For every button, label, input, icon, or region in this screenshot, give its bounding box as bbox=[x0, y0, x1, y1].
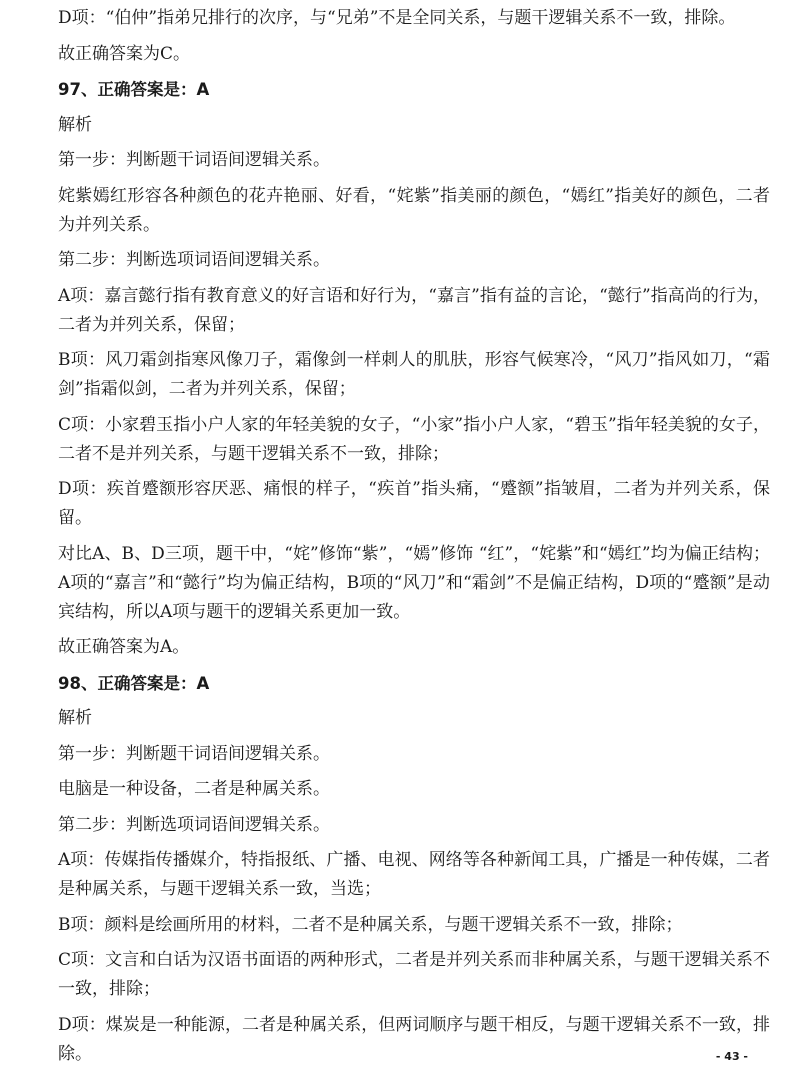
answer-q97: 故正确答案为A。 bbox=[58, 637, 190, 657]
question-98-heading: 98、正确答案是：A bbox=[58, 673, 210, 693]
stem-explanation-q97: 姹紫嫣红形容各种颜色的花卉艳丽、好看，“姹紫”指美丽的颜色，“嫣红”指美好的颜色，二者为并列关系。 bbox=[58, 185, 770, 235]
paragraph-answer-q96: 故正确答案为C。 bbox=[58, 43, 191, 64]
option-c-q98: C项：文言和白话为汉语书面语的两种形式，二者是并列关系而非种属关系，与题干逻辑关系不一致，排除； bbox=[58, 950, 770, 999]
option-b-q97: B项：风刀霜剑指寒风像刀子，霜像剑一样刺人的肌肤，形容气候寒冷，“风刀”指风如刀，“霜剑”指霜似剑，二者为并列关系，保留； bbox=[58, 350, 770, 399]
question-97-heading: 97、正确答案是：A bbox=[58, 80, 210, 99]
stem-explanation-q98: 电脑是一种设备，二者是种属关系。 bbox=[58, 779, 330, 799]
comparison-q97: 对比A、B、D三项，题干中，“姹”修饰“紫”，“嫣”修饰 “红”，“姹紫”和“嫣红”均为偏正结构；A项的“嘉言”和“懿行”均为偏正结构，B项的“风刀”和“霜剑”不是偏正结构，D项的“蹙额”是动宾结构，所以A项与题干的逻辑关系更加一致。 bbox=[58, 543, 770, 622]
step-two-q97: 第二步：判断选项词语间逻辑关系。 bbox=[58, 250, 330, 270]
option-d-q98: D项：煤炭是一种能源，二者是种属关系，但两词顺序与题干相反，与题干逻辑关系不一致，排除。 bbox=[58, 1014, 770, 1064]
option-b-q98: B项：颜料是绘画所用的材料，二者不是种属关系，与题干逻辑关系不一致，排除； bbox=[58, 914, 683, 935]
step-two-q98: 第二步：判断选项词语间逻辑关系。 bbox=[58, 814, 330, 835]
option-d-q97: D项：疾首蹙额形容厌恶、痛恨的样子，“疾首”指头痛，“蹙额”指皱眉，二者为并列关系，保留。 bbox=[58, 479, 770, 528]
paragraph-option-d-q96: D项：“伯仲”指弟兄排行的次序，与“兄弟”不是全同关系，与题干逻辑关系不一致，排除。 bbox=[58, 8, 736, 28]
step-one-q98: 第一步：判断题干词语间逻辑关系。 bbox=[58, 743, 330, 764]
document-page bbox=[58, 0, 770, 1075]
page-number: - 43 - bbox=[715, 1050, 748, 1063]
step-one-q97: 第一步：判断题干词语间逻辑关系。 bbox=[58, 150, 330, 170]
analysis-label-q98: 解析 bbox=[58, 708, 92, 728]
analysis-label-q97: 解析 bbox=[58, 114, 92, 135]
option-c-q97: C项：小家碧玉指小户人家的年轻美貌的女子，“小家”指小户人家，“碧玉”指年轻美貌的女子，二者不是并列关系，与题干逻辑关系不一致，排除； bbox=[58, 414, 770, 464]
option-a-q97: A项：嘉言懿行指有教育意义的好言语和好行为，“嘉言”指有益的言论，“懿行”指高尚的行为，二者为并列关系，保留； bbox=[58, 285, 770, 335]
option-a-q98: A项：传媒指传播媒介，特指报纸、广播、电视、网络等各种新闻工具，广播是一种传媒，二者是种属关系，与题干逻辑关系一致，当选； bbox=[58, 850, 770, 899]
